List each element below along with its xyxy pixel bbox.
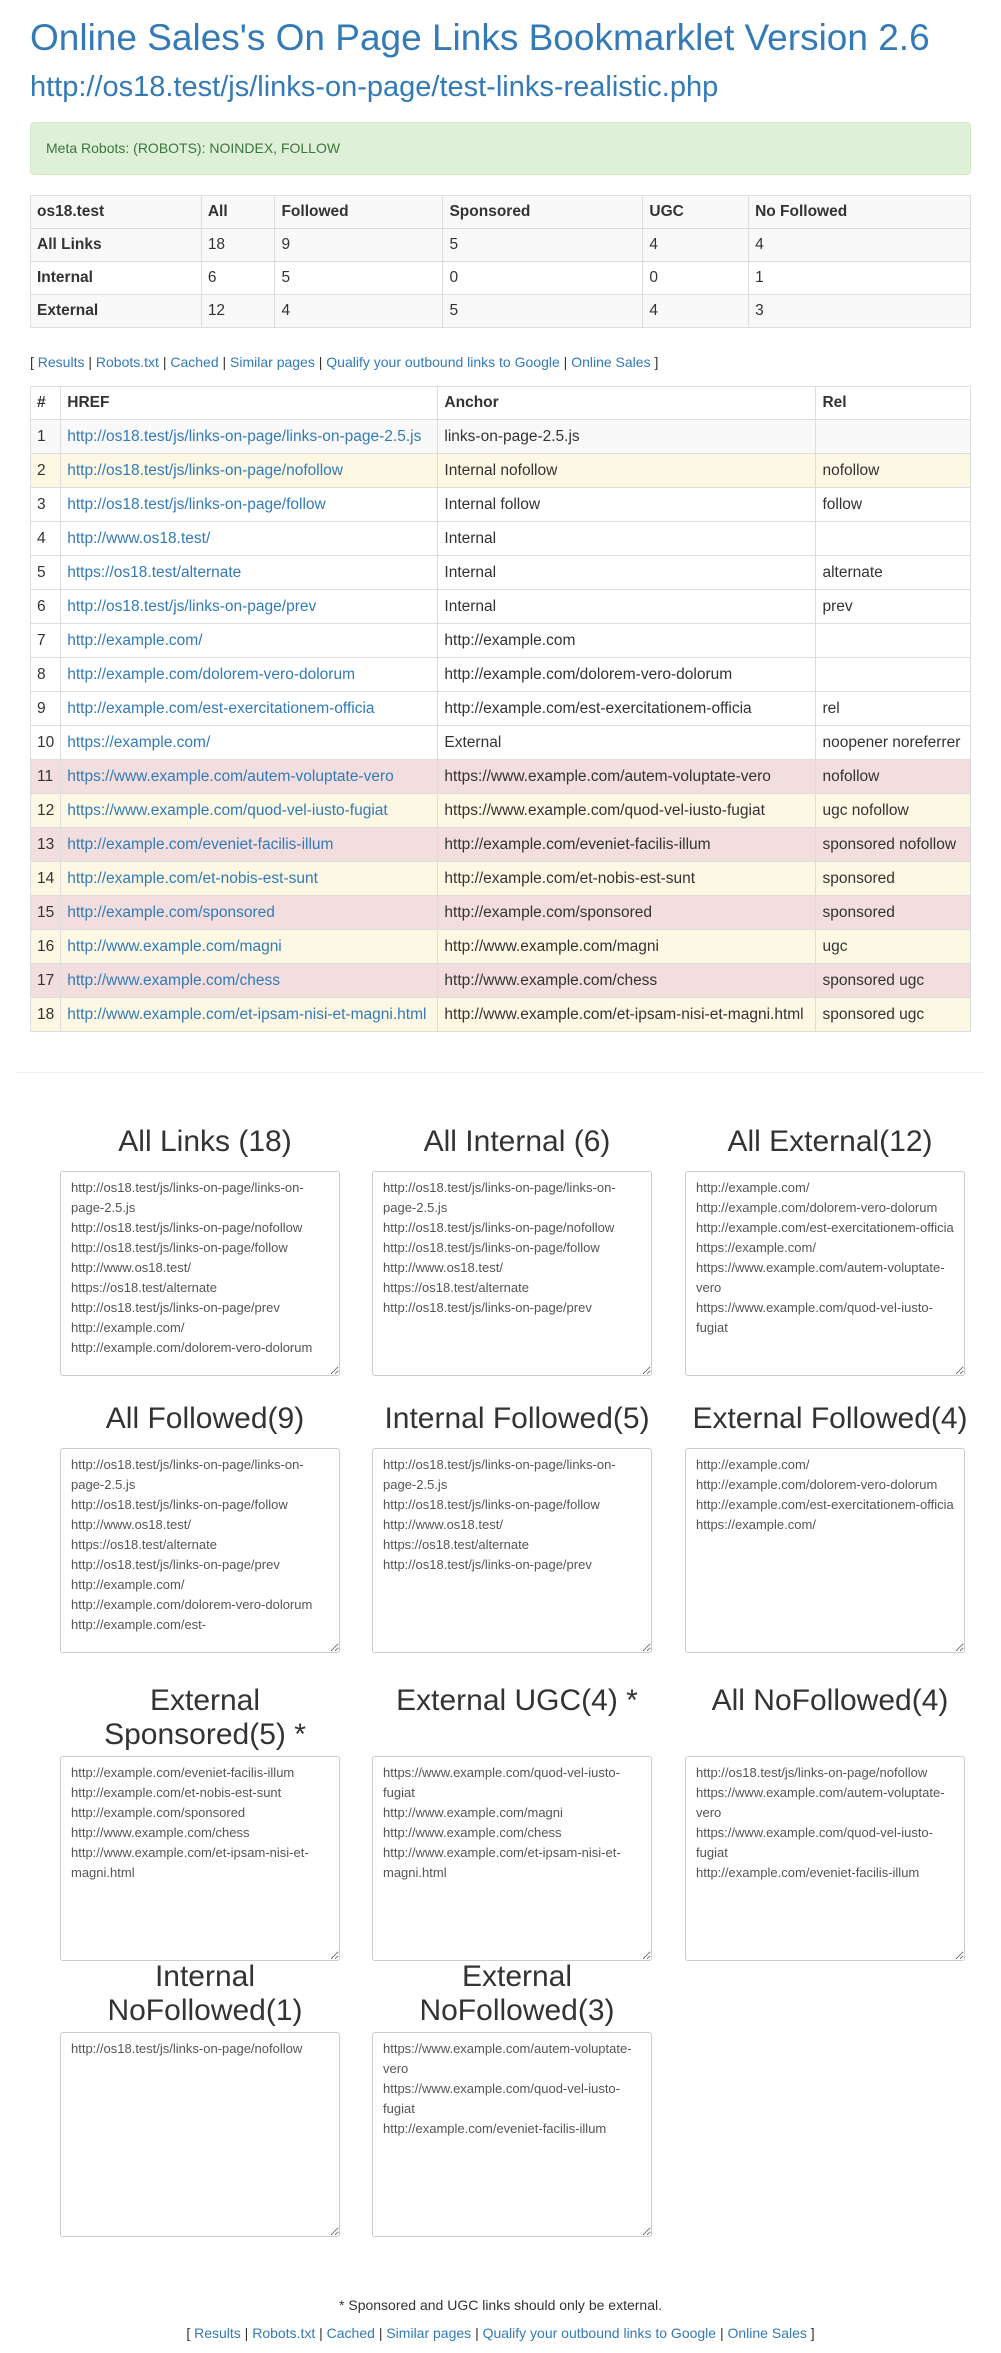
link-list-title: All Followed(9) <box>105 1402 305 1435</box>
toolbar-separator: | <box>162 354 167 370</box>
link-href-cell <box>61 692 438 726</box>
link-href-cell <box>61 794 438 828</box>
link-number-cell <box>31 930 61 964</box>
link-list-title: All Links (18) <box>118 1125 292 1158</box>
link-anchor: http://www.example.com/et-ipsam-nisi-et-magni.html <box>444 1006 804 1023</box>
links-col-header: HREF <box>61 387 438 420</box>
toolbar-link-results[interactable]: Results <box>37 354 85 370</box>
link-list-textarea[interactable] <box>60 2032 340 2237</box>
summary-cell: 1 <box>749 262 971 295</box>
link-number: 6 <box>37 598 46 615</box>
link-number: 10 <box>37 734 55 751</box>
link-list-box <box>372 1402 662 1436</box>
link-href-cell <box>61 896 438 930</box>
link-number-cell <box>31 964 61 998</box>
link-rel: follow <box>822 496 863 513</box>
link-href[interactable]: http://os18.test/js/links-on-page/prev <box>67 598 317 615</box>
links-col-header: Rel <box>816 387 971 420</box>
toolbar-bottom <box>0 2325 1001 2341</box>
link-anchor-cell <box>438 420 816 454</box>
link-rel-cell <box>816 862 971 896</box>
toolbar-separator: | <box>244 2325 249 2341</box>
link-list-box <box>372 1684 662 1718</box>
link-rel-cell <box>816 896 971 930</box>
link-href[interactable]: http://os18.test/js/links-on-page/follow <box>67 496 326 513</box>
link-number-cell <box>31 862 61 896</box>
toolbar-bracket: [ <box>30 354 34 370</box>
top-section <box>0 0 1001 1032</box>
link-href[interactable]: http://example.com/dolorem-vero-dolorum <box>67 666 355 683</box>
link-number-cell <box>31 794 61 828</box>
link-number: 17 <box>37 972 55 989</box>
link-anchor: Internal <box>444 530 497 547</box>
link-href[interactable]: https://www.example.com/quod-vel-iusto-fugiat <box>67 802 388 819</box>
link-number-cell <box>31 692 61 726</box>
link-list-box <box>60 1402 350 1436</box>
link-anchor: Internal <box>444 598 497 615</box>
summary-cell: 0 <box>643 262 749 295</box>
divider <box>15 1072 985 1073</box>
link-number: 12 <box>37 802 55 819</box>
link-list-box <box>685 1125 975 1159</box>
link-href-cell <box>61 998 438 1032</box>
toolbar-link-cached[interactable]: Cached <box>326 2325 375 2341</box>
link-rel: sponsored nofollow <box>822 836 957 853</box>
link-number: 5 <box>37 564 46 581</box>
link-list-box <box>685 1684 975 1718</box>
links-header-row <box>31 387 971 420</box>
link-rel: nofollow <box>822 768 880 785</box>
link-href-cell <box>61 454 438 488</box>
toolbar-link-similar-pages[interactable]: Similar pages <box>386 2325 472 2341</box>
link-number: 15 <box>37 904 55 921</box>
link-row <box>31 420 971 454</box>
toolbar-bracket: [ <box>186 2325 191 2341</box>
link-anchor: http://example.com/dolorem-vero-dolorum <box>444 666 733 683</box>
toolbar-top <box>30 352 971 372</box>
link-number-cell <box>31 998 61 1032</box>
toolbar-bracket: ] <box>810 2325 815 2341</box>
summary-col-header: All <box>201 196 275 229</box>
link-rel: sponsored <box>822 870 895 887</box>
link-rel-cell <box>816 590 971 624</box>
link-rel: sponsored <box>822 904 895 921</box>
link-row <box>31 522 971 556</box>
link-number-cell <box>31 590 61 624</box>
link-row <box>31 862 971 896</box>
summary-cell: 18 <box>201 229 275 262</box>
toolbar-link-qualify-your-outbound-links-to-google[interactable]: Qualify your outbound links to Google <box>482 2325 717 2341</box>
toolbar-link-similar-pages[interactable]: Similar pages <box>230 354 315 370</box>
link-anchor-cell <box>438 930 816 964</box>
link-number-cell <box>31 896 61 930</box>
summary-cell: 3 <box>749 295 971 328</box>
footnote: * Sponsored and UGC links should only be external. <box>339 2297 662 2313</box>
link-number: 2 <box>37 462 46 479</box>
link-anchor-cell <box>438 624 816 658</box>
link-number-cell <box>31 760 61 794</box>
link-href[interactable]: http://www.example.com/et-ipsam-nisi-et-magni.html <box>67 1006 427 1023</box>
toolbar-separator: | <box>222 354 227 370</box>
link-list-textarea[interactable] <box>372 1448 652 1653</box>
link-rel: alternate <box>822 564 883 581</box>
link-anchor: Internal follow <box>444 496 541 513</box>
link-list-textarea[interactable] <box>60 1171 340 1376</box>
link-list-textarea[interactable] <box>685 1448 965 1653</box>
link-number: 14 <box>37 870 55 887</box>
link-number-cell <box>31 624 61 658</box>
link-number-cell <box>31 522 61 556</box>
links-col-header: # <box>31 387 61 420</box>
link-list-box <box>685 1402 975 1436</box>
link-anchor-cell <box>438 862 816 896</box>
link-anchor-cell <box>438 828 816 862</box>
link-anchor: http://example.com <box>444 632 576 649</box>
link-number: 13 <box>37 836 55 853</box>
link-anchor-cell <box>438 454 816 488</box>
link-href[interactable]: http://www.os18.test/ <box>67 530 211 547</box>
link-href-cell <box>61 420 438 454</box>
link-row <box>31 930 971 964</box>
link-anchor-cell <box>438 726 816 760</box>
link-number: 1 <box>37 428 46 445</box>
toolbar-separator: | <box>475 2325 479 2341</box>
link-list-box <box>372 1125 662 1159</box>
link-list-textarea[interactable] <box>372 1171 652 1376</box>
link-number: 11 <box>37 768 54 785</box>
link-href-cell <box>61 488 438 522</box>
links-col-header: Anchor <box>438 387 816 420</box>
link-list-box <box>60 1684 350 1752</box>
toolbar-separator: | <box>319 2325 323 2341</box>
link-anchor-cell <box>438 964 816 998</box>
link-number: 3 <box>37 496 46 513</box>
summary-cell: 0 <box>443 262 643 295</box>
summary-cell: 4 <box>275 295 443 328</box>
summary-row-label: External <box>31 295 202 328</box>
link-rel-cell <box>816 760 971 794</box>
summary-col-header: Sponsored <box>443 196 643 229</box>
summary-cell: 5 <box>443 295 643 328</box>
summary-table <box>30 195 971 328</box>
link-row <box>31 828 971 862</box>
link-number: 9 <box>37 700 46 717</box>
link-row <box>31 488 971 522</box>
summary-header-row <box>31 196 971 229</box>
summary-col-header: os18.test <box>31 196 202 229</box>
link-rel-cell <box>816 420 971 454</box>
link-anchor-cell <box>438 556 816 590</box>
link-number: 8 <box>37 666 46 683</box>
toolbar-separator: | <box>318 354 323 370</box>
summary-cell: 9 <box>275 229 443 262</box>
link-anchor-cell <box>438 896 816 930</box>
link-anchor-cell <box>438 488 816 522</box>
summary-cell: 5 <box>275 262 443 295</box>
link-rel: sponsored ugc <box>822 972 925 989</box>
link-row <box>31 624 971 658</box>
link-list-textarea[interactable] <box>372 2032 652 2237</box>
link-anchor-cell <box>438 998 816 1032</box>
link-rel-cell <box>816 556 971 590</box>
link-href-cell <box>61 624 438 658</box>
link-anchor: External <box>444 734 502 751</box>
summary-col-header: Followed <box>275 196 443 229</box>
link-anchor: https://www.example.com/autem-voluptate-vero <box>444 768 771 785</box>
link-href[interactable]: http://www.example.com/chess <box>67 972 281 989</box>
summary-cell: 4 <box>643 229 749 262</box>
link-list-box <box>60 1960 350 2028</box>
link-href[interactable]: http://example.com/eveniet-facilis-illum <box>67 836 334 853</box>
link-list-textarea[interactable] <box>685 1171 965 1376</box>
links-table <box>30 386 971 1032</box>
link-list-textarea[interactable] <box>60 1448 340 1653</box>
link-number-cell <box>31 420 61 454</box>
link-href-cell <box>61 828 438 862</box>
link-href-cell <box>61 930 438 964</box>
link-rel: rel <box>822 700 840 717</box>
link-row <box>31 590 971 624</box>
link-anchor: links-on-page-2.5.js <box>444 428 580 445</box>
link-rel-cell <box>816 828 971 862</box>
link-rel: ugc <box>822 938 848 955</box>
link-rel-cell <box>816 726 971 760</box>
link-row <box>31 454 971 488</box>
link-list-title: Internal Followed(5) <box>384 1402 650 1435</box>
link-rel-cell <box>816 624 971 658</box>
link-href[interactable]: https://os18.test/alternate <box>67 564 242 581</box>
link-anchor-cell <box>438 760 816 794</box>
link-anchor-cell <box>438 522 816 556</box>
link-rel-cell <box>816 930 971 964</box>
toolbar-link-cached[interactable]: Cached <box>170 354 219 370</box>
link-anchor: https://www.example.com/quod-vel-iusto-fugiat <box>444 802 765 819</box>
summary-cell: 5 <box>443 229 643 262</box>
toolbar-link-robots-txt[interactable]: Robots.txt <box>252 2325 316 2341</box>
toolbar-link-online-sales[interactable]: Online Sales <box>727 2325 807 2341</box>
link-list-title: All Internal (6) <box>423 1125 611 1158</box>
link-href[interactable]: http://example.com/et-nobis-est-sunt <box>67 870 318 887</box>
link-rel-cell <box>816 998 971 1032</box>
link-row <box>31 964 971 998</box>
link-href[interactable]: http://os18.test/js/links-on-page/links-on-page-2.5.js <box>67 428 422 445</box>
link-row <box>31 896 971 930</box>
toolbar-bracket: ] <box>654 354 659 370</box>
link-number-cell <box>31 454 61 488</box>
link-anchor: http://example.com/sponsored <box>444 904 653 921</box>
link-href-cell <box>61 862 438 896</box>
link-rel: ugc nofollow <box>822 802 909 819</box>
link-row <box>31 998 971 1032</box>
link-anchor-cell <box>438 794 816 828</box>
summary-row <box>31 262 971 295</box>
link-number-cell <box>31 488 61 522</box>
link-href[interactable]: http://example.com/sponsored <box>67 904 275 921</box>
link-list-title: All External(12) <box>727 1125 933 1158</box>
link-href[interactable]: http://www.example.com/magni <box>67 938 282 955</box>
link-href[interactable]: http://os18.test/js/links-on-page/nofollow <box>67 462 343 479</box>
link-href-cell <box>61 726 438 760</box>
link-number-cell <box>31 556 61 590</box>
toolbar-link-robots-txt[interactable]: Robots.txt <box>95 354 159 370</box>
link-list-box <box>372 1960 662 2028</box>
link-rel: nofollow <box>822 462 880 479</box>
link-row <box>31 794 971 828</box>
link-href[interactable]: http://example.com/ <box>67 632 203 649</box>
link-href-cell <box>61 760 438 794</box>
link-href-cell <box>61 964 438 998</box>
link-row <box>31 726 971 760</box>
link-number: 16 <box>37 938 55 955</box>
meta-robots-alert <box>30 122 971 175</box>
link-href-cell <box>61 522 438 556</box>
link-rel-cell <box>816 964 971 998</box>
link-anchor: http://www.example.com/magni <box>444 938 659 955</box>
toolbar-separator: | <box>563 354 568 370</box>
summary-col-header: No Followed <box>749 196 971 229</box>
toolbar-separator: | <box>719 2325 724 2341</box>
link-anchor: Internal nofollow <box>444 462 558 479</box>
link-href-cell <box>61 556 438 590</box>
link-list-title: External Sponsored(5) * <box>104 1684 306 1751</box>
link-anchor-cell <box>438 692 816 726</box>
summary-cell: 12 <box>201 295 275 328</box>
link-number: 7 <box>37 632 46 649</box>
link-row <box>31 658 971 692</box>
summary-row <box>31 295 971 328</box>
summary-col-header: UGC <box>643 196 749 229</box>
link-anchor-cell <box>438 658 816 692</box>
link-list-title: All NoFollowed(4) <box>711 1684 949 1717</box>
link-href[interactable]: https://example.com/ <box>67 734 211 751</box>
summary-row-label: All Links <box>31 229 202 262</box>
link-list-box <box>60 1125 350 1159</box>
link-href[interactable]: https://www.example.com/autem-voluptate-vero <box>67 768 394 785</box>
link-number-cell <box>31 726 61 760</box>
toolbar-separator: | <box>88 354 92 370</box>
link-href-cell <box>61 658 438 692</box>
link-number: 18 <box>37 1006 55 1023</box>
link-number: 4 <box>37 530 46 547</box>
link-rel: sponsored ugc <box>822 1006 925 1023</box>
link-href[interactable]: http://example.com/est-exercitationem-officia <box>67 700 375 717</box>
link-rel: noopener noreferrer <box>822 734 961 751</box>
summary-cell: 4 <box>749 229 971 262</box>
link-list-title: External Followed(4) <box>692 1402 968 1435</box>
link-anchor: Internal <box>444 564 497 581</box>
link-row <box>31 760 971 794</box>
link-rel-cell <box>816 488 971 522</box>
link-rel: prev <box>822 598 853 615</box>
link-list-textarea[interactable] <box>685 1756 965 1961</box>
link-list-title: External NoFollowed(3) <box>419 1960 615 2027</box>
link-row <box>31 692 971 726</box>
meta-robots-text: Meta Robots: (ROBOTS): NOINDEX, FOLLOW <box>46 140 341 156</box>
link-number-cell <box>31 658 61 692</box>
toolbar-link-results[interactable]: Results <box>194 2325 241 2341</box>
link-anchor: http://example.com/et-nobis-est-sunt <box>444 870 696 887</box>
link-rel-cell <box>816 658 971 692</box>
link-list-textarea[interactable] <box>60 1756 340 1961</box>
link-number-cell <box>31 828 61 862</box>
link-anchor: http://example.com/eveniet-facilis-illum <box>444 836 711 853</box>
summary-row-label: Internal <box>31 262 202 295</box>
summary-row <box>31 229 971 262</box>
link-rel-cell <box>816 522 971 556</box>
link-list-title: Internal NoFollowed(1) <box>107 1960 303 2027</box>
link-list-title: External UGC(4) * <box>396 1684 638 1717</box>
toolbar-separator: | <box>378 2325 383 2341</box>
link-href-cell <box>61 590 438 624</box>
page-url[interactable]: http://os18.test/js/links-on-page/test-links-realistic.php <box>30 71 719 103</box>
link-anchor: http://www.example.com/chess <box>444 972 658 989</box>
link-rel-cell <box>816 454 971 488</box>
link-anchor: http://example.com/est-exercitationem-officia <box>444 700 752 717</box>
link-rel-cell <box>816 794 971 828</box>
link-rel-cell <box>816 692 971 726</box>
link-row <box>31 556 971 590</box>
toolbar-link-qualify-your-outbound-links-to-google[interactable]: Qualify your outbound links to Google <box>326 354 560 370</box>
summary-cell: 4 <box>643 295 749 328</box>
summary-cell: 6 <box>201 262 275 295</box>
toolbar-link-online-sales[interactable]: Online Sales <box>571 354 651 370</box>
link-anchor-cell <box>438 590 816 624</box>
link-list-textarea[interactable] <box>372 1756 652 1961</box>
page-title: Online Sales's On Page Links Bookmarklet Version 2.6 <box>30 17 930 58</box>
